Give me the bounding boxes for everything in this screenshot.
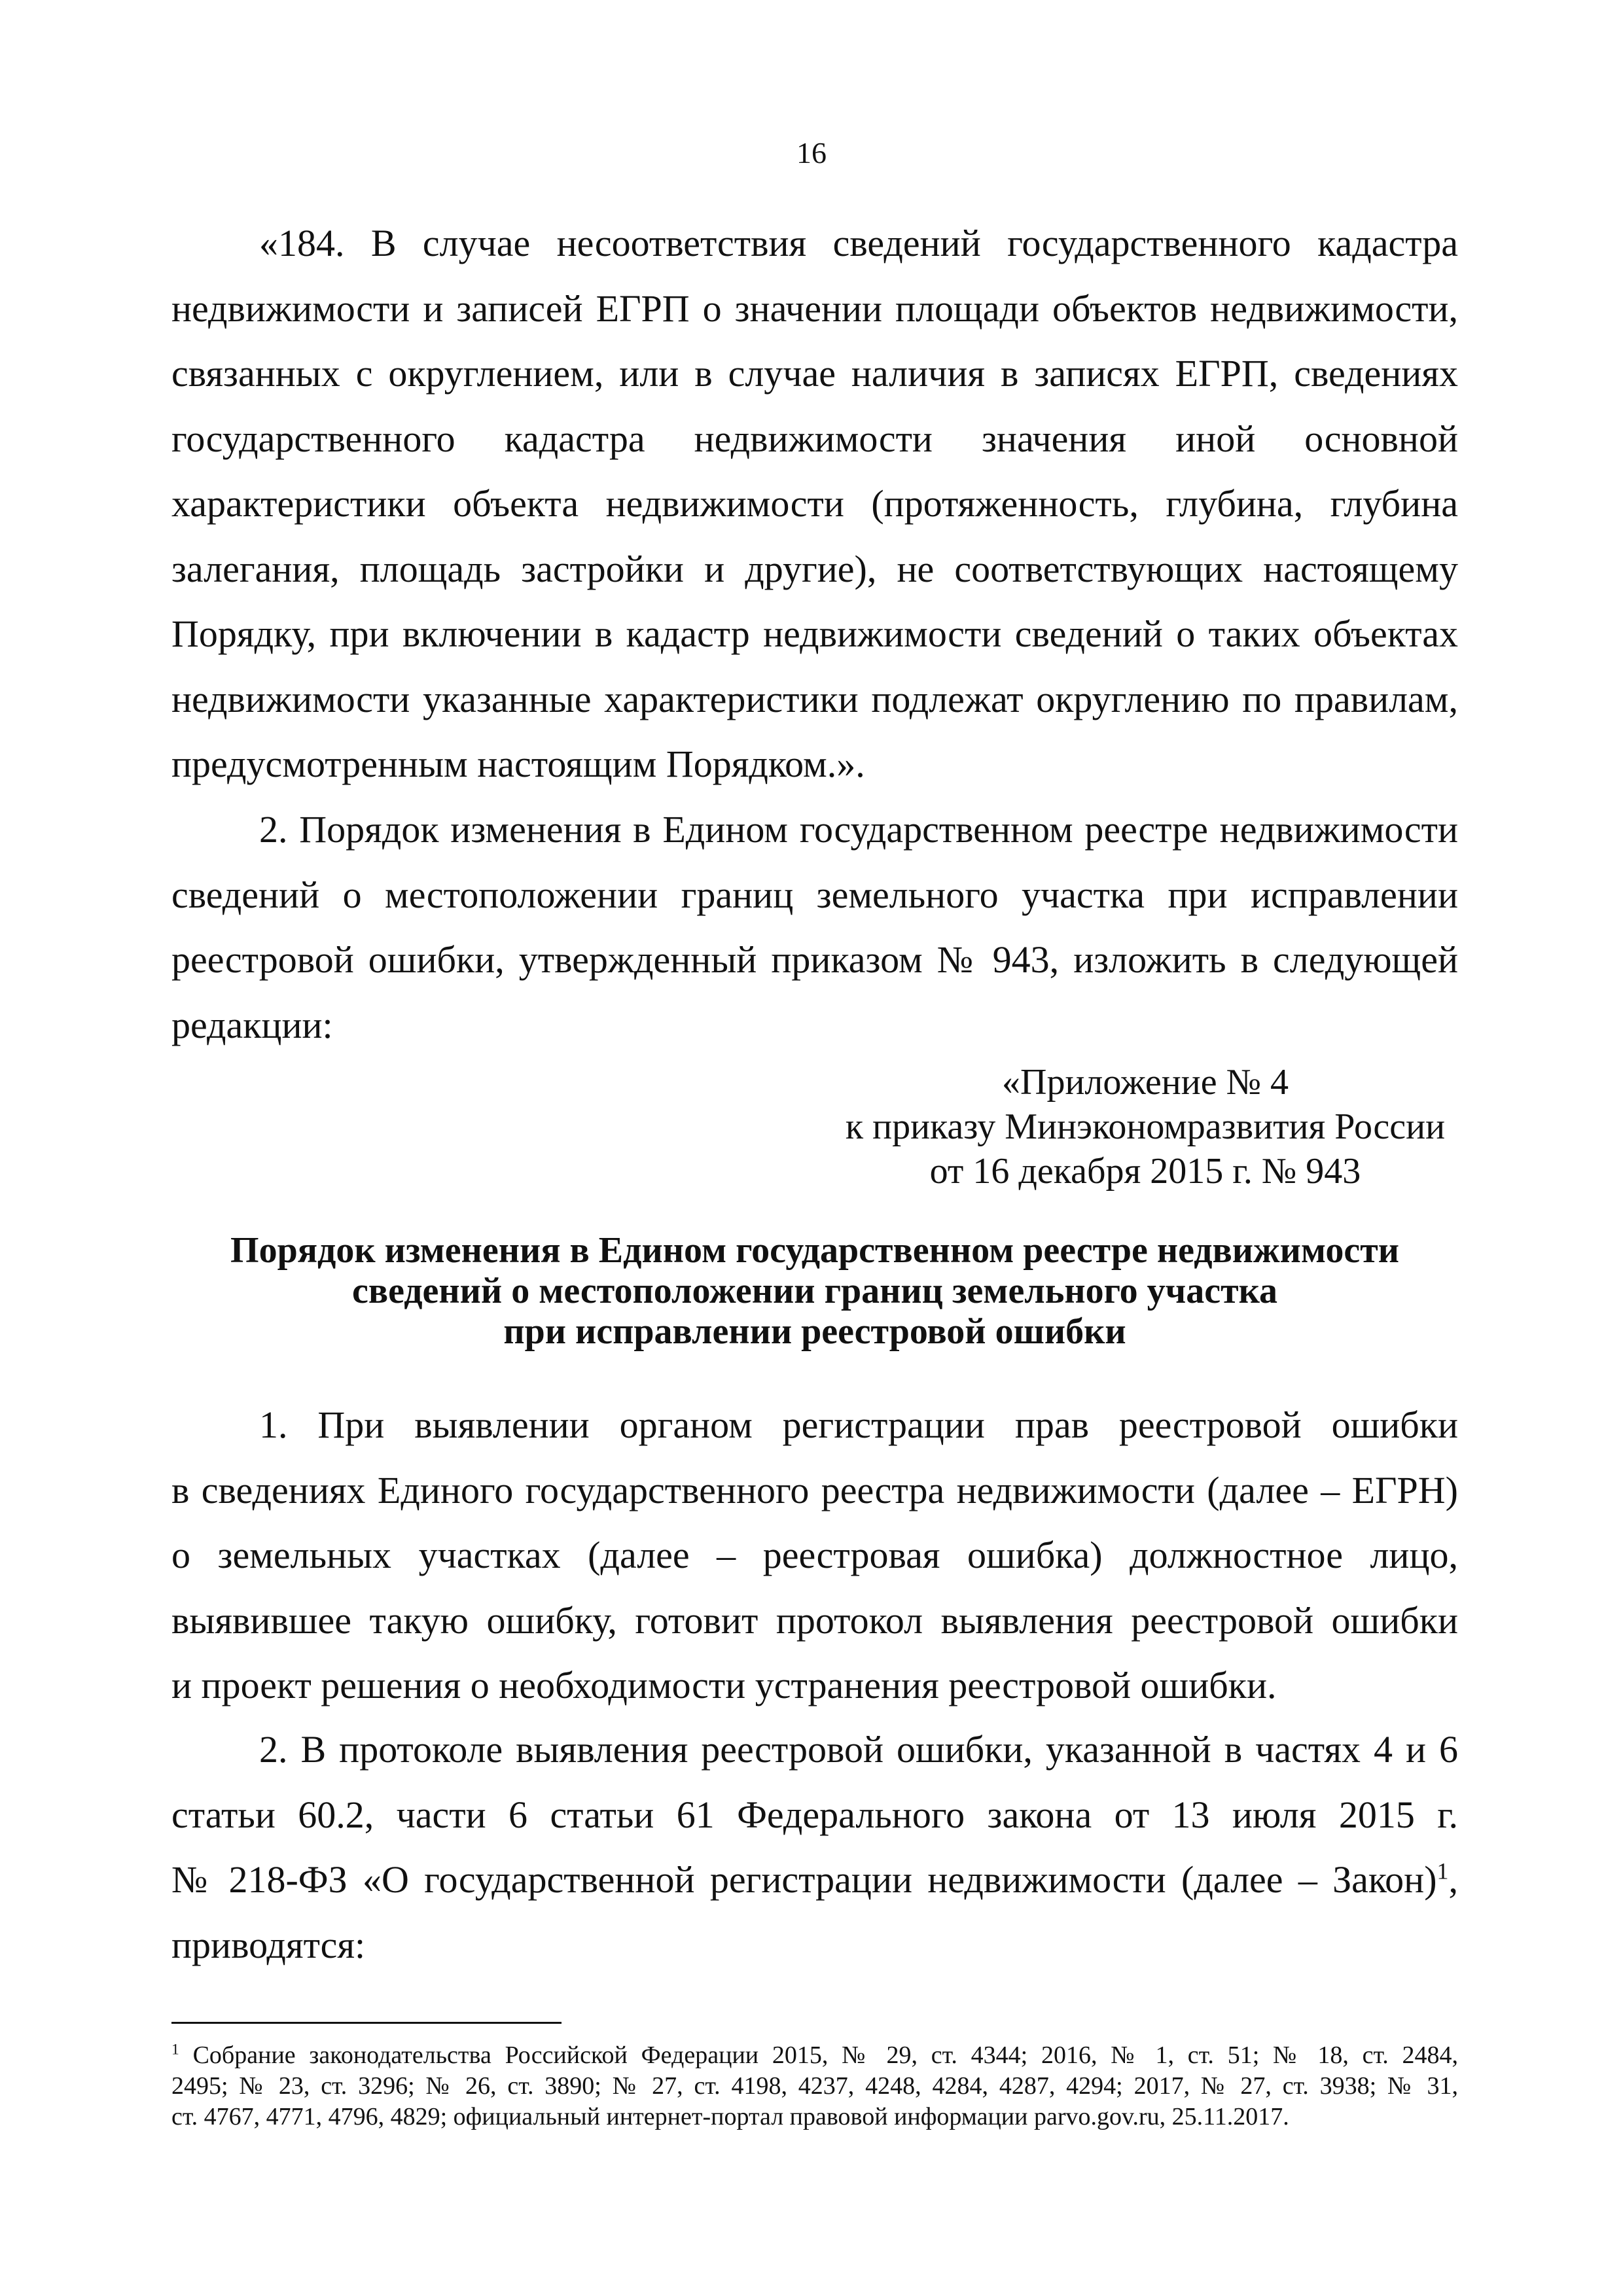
paragraph-line: выявившее такую ошибку, готовит протокол выявления реестровой ошибки bbox=[171, 1598, 1458, 1642]
footnote-line: ст. 4767, 4771, 4796, 4829; официальный интернет-портал правовой информации parvo.gov.ru, 25.11.2017. bbox=[171, 2103, 1289, 2130]
footnote-mark: 1 bbox=[171, 2041, 179, 2058]
paragraph-line: предусмотренным настоящим Порядком.». bbox=[171, 743, 865, 785]
paragraph-line: сведений о местоположении границ земельного участка при исправлении bbox=[171, 873, 1458, 916]
item-2 bbox=[171, 1717, 1458, 1977]
paragraph-line: залегания, площадь застройки и другие), не соответствующих настоящему bbox=[171, 547, 1458, 590]
appendix-line: к приказу Минэкономразвития России bbox=[845, 1106, 1446, 1147]
paragraph-line: реестровой ошибки, утвержденный приказом № 943, изложить в следующей bbox=[171, 938, 1458, 981]
paragraph-line: и проект решения о необходимости устранения реестровой ошибки. bbox=[171, 1664, 1277, 1706]
paragraph-line: связанных с округлением, или в случае наличия в записях ЕГРП, сведениях bbox=[171, 352, 1458, 395]
punctuation: , bbox=[1448, 1858, 1458, 1901]
paragraph-line: статьи 60.2, части 6 статьи 61 Федерального закона от 13 июля 2015 г. bbox=[171, 1793, 1458, 1836]
item-1 bbox=[171, 1392, 1458, 1718]
footnote-line: 2495; № 23, ст. 3296; № 26, ст. 3890; № 27, ст. 4198, 4237, 4248, 4284, 4287, 4294; 2017, № 27, ст. 3938; № 31, bbox=[171, 2072, 1458, 2100]
paragraph-line: «184. В случае несоответствия сведений государственного кадастра bbox=[259, 222, 1458, 264]
page-number: 16 bbox=[796, 136, 827, 169]
footnote-separator bbox=[171, 2022, 562, 2024]
footnote bbox=[171, 2040, 1458, 2132]
paragraph-line: 1. При выявлении органом регистрации прав реестровой ошибки bbox=[259, 1404, 1458, 1446]
paragraph-line-text: № 218-ФЗ «О государственной регистрации недвижимости (далее – Закон) bbox=[171, 1858, 1437, 1901]
paragraph-184 bbox=[171, 211, 1458, 797]
footnote-line-text: Собрание законодательства Российской Федерации 2015, № 29, ст. 4344; 2016, № 1, ст. 51; № 18, ст. 2484, bbox=[192, 2041, 1458, 2069]
paragraph-line bbox=[171, 1847, 1458, 1913]
paragraph-line: в сведениях Единого государственного реестра недвижимости (далее – ЕГРН) bbox=[171, 1468, 1458, 1511]
footnote-reference[interactable]: 1 bbox=[1436, 1858, 1449, 1884]
title-line: сведений о местоположении границ земельного участка bbox=[352, 1271, 1277, 1311]
paragraph-line: приводятся: bbox=[171, 1923, 366, 1966]
title-line: при исправлении реестровой ошибки bbox=[503, 1311, 1126, 1352]
paragraph-line: редакции: bbox=[171, 1003, 333, 1046]
paragraph-line: 2. В протоколе выявления реестровой ошибки, указанной в частях 4 и 6 bbox=[259, 1728, 1458, 1771]
paragraph-line: о земельных участках (далее – реестровая ошибка) должностное лицо, bbox=[171, 1534, 1458, 1576]
appendix-line: «Приложение № 4 bbox=[1002, 1062, 1289, 1103]
paragraph-line: характеристики объекта недвижимости (протяженность, глубина, глубина bbox=[171, 482, 1458, 525]
paragraph-line: Порядку, при включении в кадастр недвижимости сведений о таких объектах bbox=[171, 612, 1458, 655]
appendix-line: от 16 декабря 2015 г. № 943 bbox=[929, 1151, 1361, 1192]
paragraph-line: недвижимости и записей ЕГРП о значении площади объектов недвижимости, bbox=[171, 287, 1458, 330]
document-title bbox=[171, 1230, 1458, 1352]
paragraph-line: 2. Порядок изменения в Едином государственном реестре недвижимости bbox=[259, 808, 1458, 851]
footnote-line bbox=[171, 2040, 1458, 2071]
paragraph-line: недвижимости указанные характеристики подлежат округлению по правилам, bbox=[171, 677, 1458, 720]
paragraph-line: государственного кадастра недвижимости значения иной основной bbox=[171, 417, 1458, 460]
paragraph-2 bbox=[171, 797, 1458, 1057]
title-line: Порядок изменения в Едином государственном реестре недвижимости bbox=[230, 1230, 1399, 1271]
appendix-header bbox=[818, 1060, 1472, 1193]
